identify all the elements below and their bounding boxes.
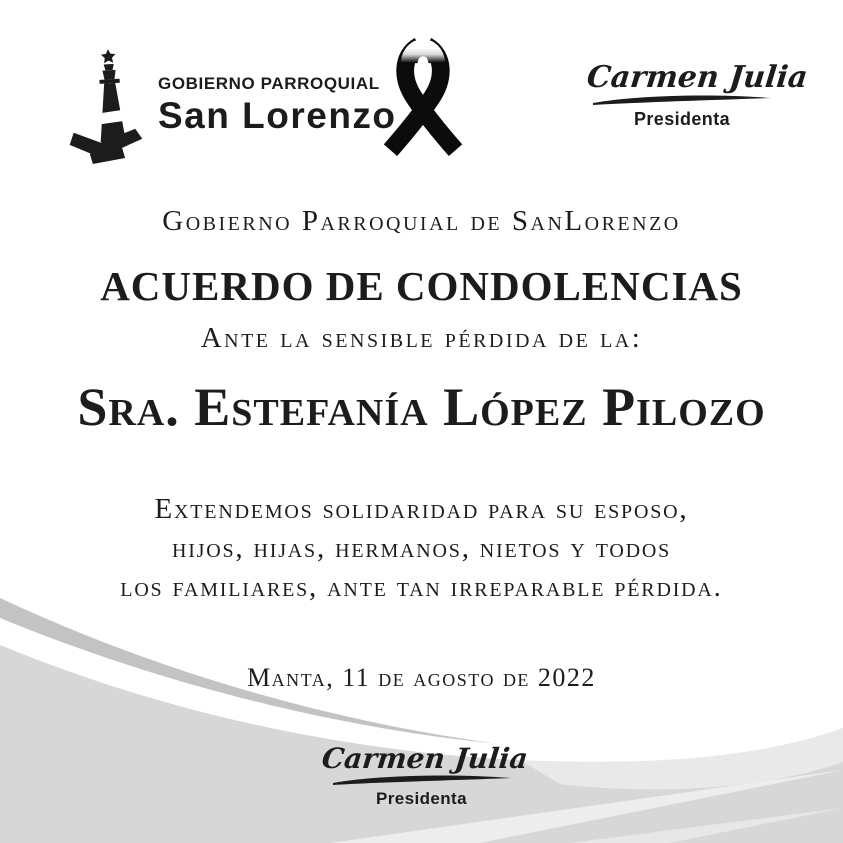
parish-logo — [68, 48, 397, 164]
dateline: Manta, 11 de agosto de 2022 — [247, 663, 596, 692]
lead-line: Ante la sensible pérdida de la: — [200, 322, 643, 354]
message-line: Extendemos solidaridad para su esposo, — [154, 493, 689, 525]
signature-flourish — [591, 93, 773, 107]
logo-text — [158, 74, 397, 137]
signature-name: Carmen Julia — [585, 60, 810, 95]
signature-name: Carmen Julia — [319, 742, 529, 775]
mourning-ribbon-icon — [369, 26, 475, 169]
page-title: ACUERDO DE CONDOLENCIAS — [100, 263, 743, 309]
condolence-message — [0, 490, 843, 607]
message-line: los familiares, ante tan irreparable pérdida. — [120, 571, 723, 603]
signature-role: Presidenta — [633, 109, 731, 129]
signature-role: Presidenta — [376, 789, 467, 808]
deceased-name: Sra. Estefanía López Pilozo — [77, 377, 766, 437]
message-line: hijos, hijas, hermanos, nietos y todos — [171, 532, 672, 564]
org-subtitle: Gobierno Parroquial de SanLorenzo — [162, 205, 681, 237]
signature-bottom — [319, 742, 529, 809]
lighthouse-icon — [68, 48, 150, 164]
signature-flourish — [327, 773, 517, 787]
signature-top — [585, 60, 810, 130]
logo-org-name: GOBIERNO PARROQUIAL — [158, 74, 380, 93]
logo-parish-name: San Lorenzo — [158, 95, 397, 136]
